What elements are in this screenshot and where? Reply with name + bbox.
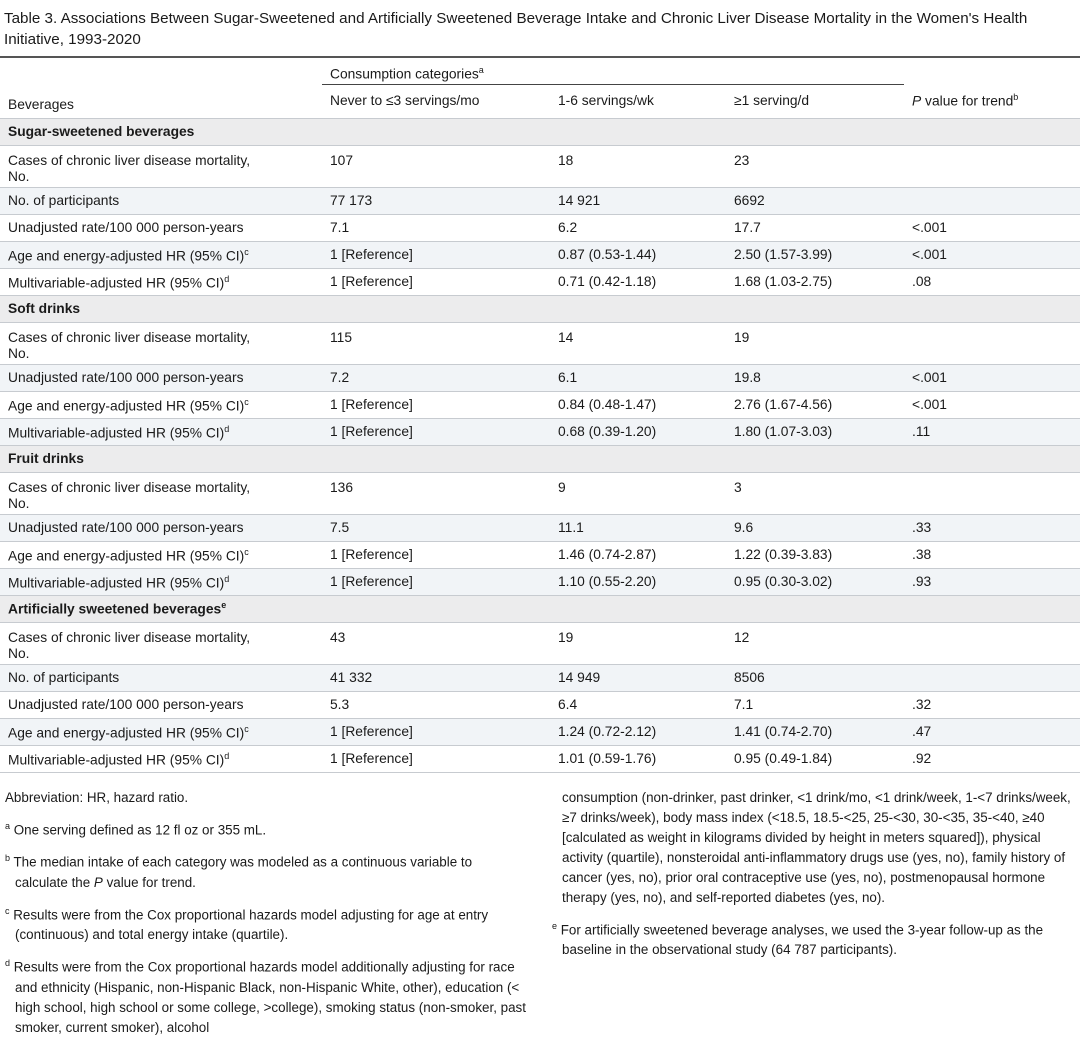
row-label [0, 364, 322, 391]
footnote-text: The median intake of each category was modeled as a continuous variable to calculate the [10, 854, 473, 890]
cell-category-3: 17.7 [734, 220, 761, 235]
footnote-mark: b [5, 853, 11, 864]
cell-p-trend: <.001 [912, 397, 947, 412]
table-row [0, 187, 1080, 214]
row-label-text: Age and energy-adjusted HR (95% CI) [8, 725, 245, 741]
row-label [0, 472, 322, 514]
table-row [0, 472, 1080, 514]
cell-category-2: 18 [558, 152, 574, 168]
cell-category-2: 1.24 (0.72-2.12) [558, 724, 657, 739]
cell-p-trend [904, 187, 1080, 214]
section-header-row [0, 118, 1080, 145]
cell-category-3: 2.76 (1.67-4.56) [734, 397, 833, 412]
row-label [0, 514, 322, 541]
cell-p-trend [904, 322, 1080, 364]
cell-category-1: 136 [330, 479, 354, 495]
cell-category-1: 41 332 [330, 670, 373, 685]
cell-category-3: 2.50 (1.57-3.99) [734, 247, 833, 262]
cell-category-2: 0.84 (0.48-1.47) [558, 397, 657, 412]
row-label-text: Unadjusted rate/100 000 person-years [8, 519, 244, 535]
cell-category-1: 43 [330, 629, 346, 645]
cell-category-3: 7.1 [734, 697, 754, 712]
table-row [0, 664, 1080, 691]
cell-category-3: 23 [734, 152, 750, 168]
cell-category-3: 6692 [734, 193, 765, 208]
footnote-mark: c [5, 905, 10, 916]
cell-category-3: 0.95 (0.49-1.84) [734, 751, 833, 766]
cell-category-3: 3 [734, 479, 742, 495]
cell-category-1: 107 [330, 152, 354, 168]
row-label [0, 622, 322, 664]
section-title [0, 295, 1080, 322]
footnote-italic: P [93, 874, 103, 890]
row-label-text: Cases of chronic liver disease mortality, [8, 329, 251, 345]
footnote-a [5, 816, 527, 840]
row-label-text: No. of participants [8, 669, 120, 685]
footnotes-right-column [552, 788, 1074, 960]
table-row [0, 718, 1080, 745]
row-label [0, 691, 322, 718]
row-label-text: No. of participants [8, 192, 120, 208]
row-label-text: Age and energy-adjusted HR (95% CI) [8, 248, 245, 264]
row-label [0, 268, 322, 295]
cell-category-1: 1 [Reference] [330, 247, 413, 262]
table-row [0, 418, 1080, 445]
section-header-row [0, 595, 1080, 622]
row-label [0, 391, 322, 418]
table-row [0, 745, 1080, 772]
cell-category-2: 0.71 (0.42-1.18) [558, 274, 657, 289]
footnote-text: value for trend. [102, 874, 196, 890]
footnote-mark: c [244, 547, 249, 558]
cell-p-trend: .32 [912, 697, 932, 712]
cell-category-2: 0.68 (0.39-1.20) [558, 424, 657, 439]
cell-category-2: 11.1 [558, 520, 584, 535]
table-row [0, 391, 1080, 418]
cell-category-3: 19.8 [734, 370, 761, 385]
cell-p-trend: <.001 [912, 220, 947, 235]
footnote-mark: a [5, 821, 11, 831]
footnote-b [5, 848, 527, 892]
section-title-text: Soft drinks [8, 301, 81, 316]
row-label-text: Cases of chronic liver disease mortality, [8, 152, 251, 168]
cell-category-1: 7.2 [330, 370, 350, 385]
p-label: value for trend [921, 93, 1014, 109]
cell-p-trend: .38 [912, 547, 932, 562]
cell-category-2: 19 [558, 629, 574, 645]
row-label-text: Cases of chronic liver disease mortality, [8, 629, 251, 645]
cell-p-trend [904, 145, 1080, 187]
section-title [0, 118, 1080, 145]
footnote-mark: e [552, 921, 558, 931]
cell-p-trend: <.001 [912, 370, 947, 385]
cell-category-1: 115 [330, 329, 352, 345]
row-label [0, 718, 322, 745]
cell-category-2: 14 921 [558, 193, 601, 208]
cell-p-trend [904, 622, 1080, 664]
footnote-mark: a [478, 64, 484, 75]
cell-category-2: 1.10 (0.55-2.20) [558, 574, 657, 589]
row-label-text: Cases of chronic liver disease mortality, [8, 479, 251, 495]
section-title-text: Sugar-sweetened beverages [8, 124, 195, 139]
table-row [0, 541, 1080, 568]
row-label [0, 745, 322, 772]
section-header-row [0, 445, 1080, 472]
footnote-mark: d [224, 574, 230, 585]
cell-category-1: 1 [Reference] [330, 274, 413, 289]
cell-category-3: 0.95 (0.30-3.02) [734, 574, 833, 589]
footnote-mark: c [244, 247, 249, 258]
table-header [0, 58, 1080, 118]
cell-category-1: 1 [Reference] [330, 724, 413, 739]
cell-category-1: 1 [Reference] [330, 547, 413, 562]
table-row [0, 691, 1080, 718]
row-label-text: Multivariable-adjusted HR (95% CI) [8, 752, 225, 768]
row-label-text: Multivariable-adjusted HR (95% CI) [8, 425, 225, 441]
cell-category-1: 1 [Reference] [330, 574, 413, 589]
footnote-text: One serving defined as 12 fl oz or 355 mL. [10, 822, 267, 838]
cell-p-trend: .33 [912, 520, 932, 535]
cell-category-3: 9.6 [734, 520, 754, 535]
p-italic: P [912, 93, 922, 109]
row-label-text: Multivariable-adjusted HR (95% CI) [8, 275, 225, 291]
cell-category-2: 6.4 [558, 697, 578, 712]
cell-category-1: 1 [Reference] [330, 397, 413, 412]
cell-category-3: 1.80 (1.07-3.03) [734, 424, 833, 439]
cell-category-1: 1 [Reference] [330, 751, 413, 766]
table-row [0, 268, 1080, 295]
footnote-mark: c [244, 397, 249, 408]
footnote-text: Results were from the Cox proportional hazards model adjusting for age at entry (continuous) and total energy intake (quartile). [9, 907, 489, 943]
section-title-text: Fruit drinks [8, 451, 84, 466]
row-label [0, 568, 322, 595]
row-label [0, 664, 322, 691]
row-label-text-cont: No. [8, 168, 30, 184]
table-row [0, 145, 1080, 187]
cell-category-2: 0.87 (0.53-1.44) [558, 247, 657, 262]
footnote-mark: d [5, 958, 11, 969]
section-title [0, 445, 1080, 472]
cell-category-2: 9 [558, 479, 566, 495]
col-header-p-trend [904, 84, 1080, 118]
col-header-category-2: 1-6 servings/wk [558, 92, 654, 108]
cell-category-3: 12 [734, 629, 750, 645]
table-row [0, 568, 1080, 595]
cell-category-3: 1.22 (0.39-3.83) [734, 547, 833, 562]
footnote-c [5, 901, 527, 945]
footnotes-left-column [5, 788, 527, 1038]
consumption-categories-header [322, 58, 904, 84]
section-header-row [0, 295, 1080, 322]
table-body [0, 118, 1080, 772]
cell-category-2: 6.2 [558, 220, 578, 235]
row-label-text-cont: No. [8, 645, 30, 661]
cell-p-trend: .93 [912, 574, 932, 589]
row-label [0, 214, 322, 241]
row-label-text: Unadjusted rate/100 000 person-years [8, 696, 244, 712]
cell-category-3: 1.41 (0.74-2.70) [734, 724, 833, 739]
row-label [0, 241, 322, 268]
row-label [0, 418, 322, 445]
footnote-e [552, 916, 1074, 960]
row-label [0, 541, 322, 568]
header-spacer [0, 58, 322, 84]
group-label: Consumption categories [330, 66, 479, 82]
col-header-category-1: Never to ≤3 servings/mo [330, 92, 480, 108]
row-label-text: Unadjusted rate/100 000 person-years [8, 219, 244, 235]
cell-p-trend: .08 [912, 274, 932, 289]
cell-p-trend: .11 [912, 424, 931, 439]
table-row [0, 514, 1080, 541]
cell-category-1: 1 [Reference] [330, 424, 413, 439]
row-label-text: Age and energy-adjusted HR (95% CI) [8, 548, 245, 564]
row-label-text: Unadjusted rate/100 000 person-years [8, 369, 244, 385]
table-title: Table 3. Associations Between Sugar-Sweetened and Artificially Sweetened Beverage Intake and Chronic Liver Disease Mortality in the Women's Health Initiative, 1993-2020 [4, 10, 1028, 48]
row-label-text: Multivariable-adjusted HR (95% CI) [8, 575, 225, 591]
footnote-text: For artificially sweetened beverage analyses, we used the 3-year follow-up as the baseline in the observational study (64 787 participants). [557, 922, 1044, 958]
cell-category-1: 77 173 [330, 193, 373, 208]
header-spacer [904, 58, 1080, 84]
cell-p-trend [904, 664, 1080, 691]
col-header-beverages: Beverages [8, 96, 74, 112]
footnote-mark: d [224, 274, 230, 285]
cell-p-trend [904, 472, 1080, 514]
section-title-text: Artificially sweetened beverages [8, 601, 222, 617]
cell-category-1: 5.3 [330, 697, 350, 712]
row-label [0, 187, 322, 214]
section-title [0, 595, 1080, 622]
table-row [0, 622, 1080, 664]
row-label-text-cont: No. [8, 495, 30, 511]
footnote-mark: e [221, 600, 227, 611]
cell-category-3: 19 [734, 329, 750, 345]
cell-category-2: 14 [558, 329, 574, 345]
footnote-text: Results were from the Cox proportional hazards model additionally adjusting for race and ethnicity (Hispanic, non-Hispanic Black, non-Hispanic White, other), education (< high school, high school or some college, >college), smoking status (non-smoker, past smoker, current smoker), alcohol [10, 959, 526, 1035]
cell-category-1: 7.5 [330, 520, 350, 535]
cell-category-2: 1.46 (0.74-2.87) [558, 547, 657, 562]
cell-category-3: 8506 [734, 670, 765, 685]
cell-p-trend: .47 [912, 724, 932, 739]
cell-p-trend: .92 [912, 751, 932, 766]
cell-p-trend: <.001 [912, 247, 947, 262]
table-row [0, 364, 1080, 391]
footnote-abbreviation: Abbreviation: HR, hazard ratio. [5, 790, 189, 805]
table-row [0, 214, 1080, 241]
footnote-mark: d [224, 424, 230, 435]
data-table [0, 58, 1080, 773]
footnote-d-continued: consumption (non-drinker, past drinker, <1 drink/mo, <1 drink/week, 1-<7 drinks/week, ≥7 drinks/week), body mass index (<18.5, 18.5-<25, 25-<30, 30-<35, 35-<40, ≥40 [calculated as weight in kilograms divided by height in meters squared]), physical activity (quartile), nonsteroidal anti-inflammatory drugs use (yes, no), family history of cancer (yes, no), prior oral contraceptive use (yes, no), postmenopausal hormone therapy (yes, no), and self-reported diabetes (yes, no). [562, 790, 1071, 905]
footnote-mark: c [244, 724, 249, 735]
row-label [0, 322, 322, 364]
footnote-mark: d [224, 751, 230, 762]
row-label [0, 145, 322, 187]
table-row [0, 241, 1080, 268]
footnote-mark: b [1013, 92, 1019, 102]
footnote-d [5, 953, 527, 1037]
row-label-text: Age and energy-adjusted HR (95% CI) [8, 398, 245, 414]
cell-category-2: 1.01 (0.59-1.76) [558, 751, 657, 766]
cell-category-3: 1.68 (1.03-2.75) [734, 274, 833, 289]
cell-category-2: 6.1 [558, 370, 578, 385]
table-row [0, 322, 1080, 364]
col-header-category-3: ≥1 serving/d [734, 92, 810, 108]
cell-category-2: 14 949 [558, 670, 601, 685]
row-label-text-cont: No. [8, 345, 30, 361]
cell-category-1: 7.1 [330, 220, 350, 235]
